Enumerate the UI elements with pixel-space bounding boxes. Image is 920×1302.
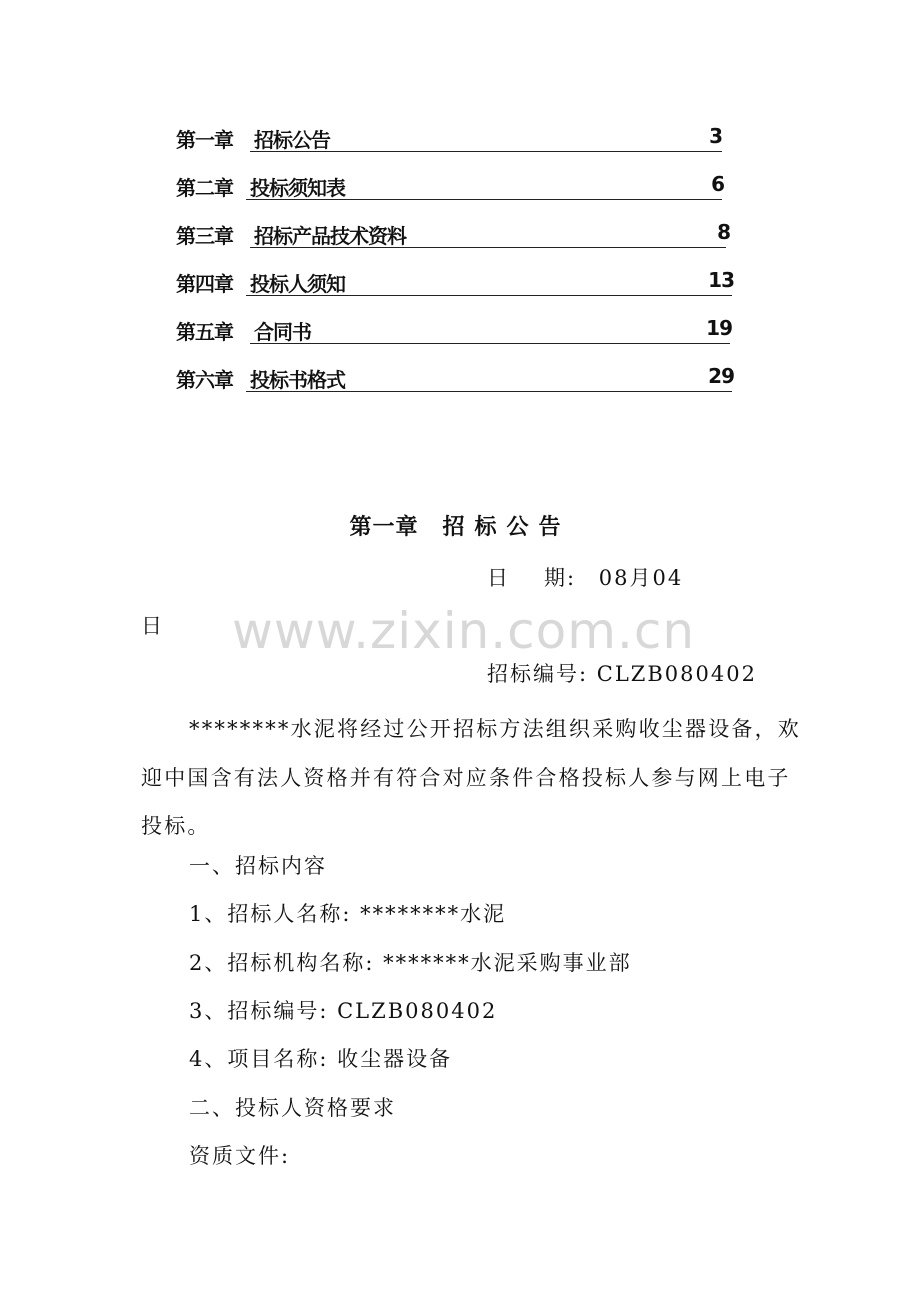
toc-row[interactable] <box>176 166 736 214</box>
toc-title: 投标人须知 <box>250 272 345 296</box>
toc-page-number: 6 <box>711 172 724 196</box>
toc-leader-line <box>246 295 732 296</box>
toc-title: 投标须知表 <box>250 176 345 200</box>
toc-title: 合同书 <box>254 320 311 344</box>
toc-row[interactable] <box>176 310 736 358</box>
toc-row[interactable] <box>176 358 736 406</box>
list-item: 2、招标机构名称: *******水泥采购事业部 <box>189 951 632 975</box>
date-label-2: 期: <box>544 566 577 590</box>
toc-chapter: 第三章 <box>176 224 233 248</box>
chapter-heading-number: 第一章 <box>349 515 419 540</box>
toc-chapter: 第四章 <box>176 272 233 296</box>
table-of-contents <box>176 118 736 406</box>
section-heading-bid-content: 一、招标内容 <box>189 854 327 878</box>
date-label: 日 <box>487 566 510 590</box>
section-heading-qualification: 二、投标人资格要求 <box>189 1096 396 1120</box>
toc-title: 招标公告 <box>254 128 330 152</box>
chapter-heading <box>0 510 920 541</box>
list-item: 4、项目名称: 收尘器设备 <box>189 1047 453 1071</box>
qualification-docs-label: 资质文件: <box>189 1144 291 1168</box>
toc-title: 招标产品技术资料 <box>254 224 406 248</box>
toc-leader-line <box>250 151 722 152</box>
toc-title: 投标书格式 <box>250 368 345 392</box>
toc-leader-line <box>246 391 732 392</box>
notice-date <box>487 562 683 592</box>
toc-page-number: 29 <box>708 364 734 388</box>
watermark: www.zixin.com.cn <box>232 602 696 660</box>
toc-leader-line <box>250 247 726 248</box>
toc-page-number: 3 <box>709 124 722 148</box>
toc-row[interactable] <box>176 118 736 166</box>
toc-page-number: 8 <box>717 220 730 244</box>
toc-page-number: 13 <box>708 268 734 292</box>
notice-date-continuation: 日 <box>141 614 164 638</box>
toc-chapter: 第一章 <box>176 128 233 152</box>
toc-row[interactable] <box>176 262 736 310</box>
date-value: 08月04 <box>598 566 684 590</box>
list-item: 3、招标编号: CLZB080402 <box>189 999 498 1023</box>
toc-leader-line <box>246 199 722 200</box>
toc-leader-line <box>250 343 730 344</box>
chapter-heading-title: 招标公告 <box>442 515 571 540</box>
toc-chapter: 第五章 <box>176 320 233 344</box>
notice-intro-paragraph: ********水泥将经过公开招标方法组织采购收尘器设备，欢迎中国含有法人资格并有符合对应条件合格投标人参与网上电子投标。 <box>141 717 801 838</box>
toc-chapter: 第二章 <box>176 176 233 200</box>
bid-number: 招标编号: CLZB080402 <box>487 662 757 686</box>
list-item: 1、招标人名称: ********水泥 <box>189 902 507 926</box>
toc-page-number: 19 <box>706 316 732 340</box>
toc-chapter: 第六章 <box>176 368 233 392</box>
toc-row[interactable] <box>176 214 736 262</box>
